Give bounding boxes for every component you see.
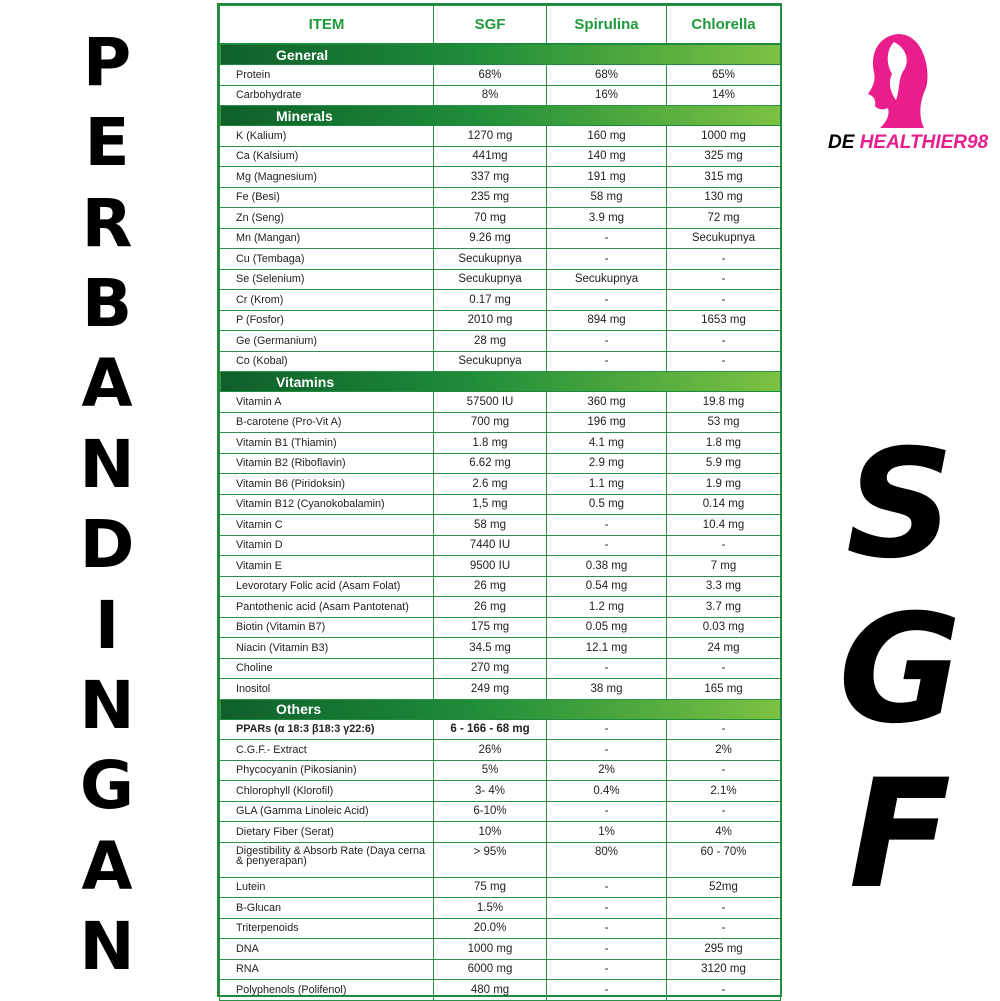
cell-chlorella: 1.8 mg [667, 433, 781, 454]
cell-chlorella: - [667, 658, 781, 679]
title-letter: G [79, 747, 135, 825]
cell-chlorella: 7 mg [667, 556, 781, 577]
cell-chlorella: 1653 mg [667, 310, 781, 331]
cell-item: Mg (Magnesium) [220, 167, 434, 188]
comparison-table [217, 3, 782, 997]
cell-item: P (Fosfor) [220, 310, 434, 331]
table-row [220, 877, 781, 898]
table-row [220, 249, 781, 270]
cell-sgf: 28 mg [434, 331, 547, 352]
cell-chlorella: 1.9 mg [667, 474, 781, 495]
cell-sgf: 6000 mg [434, 959, 547, 980]
sgf-letter: F [848, 748, 952, 922]
cell-spirulina: - [547, 351, 667, 372]
cell-spirulina: 196 mg [547, 412, 667, 433]
cell-spirulina: 4.1 mg [547, 433, 667, 454]
table-row [220, 617, 781, 638]
cell-chlorella: 72 mg [667, 208, 781, 229]
cell-spirulina: 80% [547, 842, 667, 877]
cell-sgf: 6.62 mg [434, 453, 547, 474]
cell-sgf: 1270 mg [434, 126, 547, 147]
cell-chlorella: - [667, 801, 781, 822]
cell-spirulina: - [547, 918, 667, 939]
cell-chlorella: 295 mg [667, 939, 781, 960]
cell-spirulina: 360 mg [547, 392, 667, 413]
cell-chlorella: - [667, 290, 781, 311]
cell-spirulina: 160 mg [547, 126, 667, 147]
table-row [220, 494, 781, 515]
cell-chlorella: 3120 mg [667, 959, 781, 980]
title-letter: D [79, 506, 135, 584]
cell-sgf: 70 mg [434, 208, 547, 229]
cell-spirulina: - [547, 515, 667, 536]
cell-spirulina: 38 mg [547, 679, 667, 700]
table-row [220, 980, 781, 1001]
header-spirulina: Spirulina [547, 6, 667, 45]
table-row [220, 433, 781, 454]
cell-sgf: 9500 IU [434, 556, 547, 577]
cell-sgf: 68% [434, 65, 547, 86]
cell-chlorella: 3.3 mg [667, 576, 781, 597]
table-row [220, 269, 781, 290]
cell-chlorella: - [667, 269, 781, 290]
cell-sgf: 2010 mg [434, 310, 547, 331]
cell-spirulina: 1.1 mg [547, 474, 667, 495]
title-letter: I [94, 586, 120, 664]
table-row [220, 638, 781, 659]
cell-sgf: 337 mg [434, 167, 547, 188]
cell-spirulina: - [547, 249, 667, 270]
cell-item: Mn (Mangan) [220, 228, 434, 249]
brand-logo [820, 30, 989, 170]
section-header-row [220, 372, 781, 392]
cell-sgf: 0.17 mg [434, 290, 547, 311]
cell-item: Dietary Fiber (Serat) [220, 822, 434, 843]
cell-item: Phycocyanin (Pikosianin) [220, 760, 434, 781]
cell-item: C.G.F.- Extract [220, 740, 434, 761]
table-row [220, 535, 781, 556]
cell-sgf: 6-10% [434, 801, 547, 822]
cell-item: Inositol [220, 679, 434, 700]
cell-chlorella: Secukupnya [667, 228, 781, 249]
cell-sgf: 34.5 mg [434, 638, 547, 659]
cell-chlorella: 53 mg [667, 412, 781, 433]
cell-spirulina: 58 mg [547, 187, 667, 208]
cell-spirulina: 894 mg [547, 310, 667, 331]
cell-chlorella: 10.4 mg [667, 515, 781, 536]
cell-chlorella: 165 mg [667, 679, 781, 700]
table-row [220, 760, 781, 781]
cell-sgf: 1.8 mg [434, 433, 547, 454]
table-row [220, 310, 781, 331]
cell-item: Niacin (Vitamin B3) [220, 638, 434, 659]
cell-spirulina: - [547, 290, 667, 311]
title-letter: P [82, 24, 132, 101]
cell-item: Chlorophyll (Klorofil) [220, 781, 434, 802]
cell-chlorella: 325 mg [667, 146, 781, 167]
header-item: ITEM [220, 6, 434, 45]
cell-spirulina: 0.4% [547, 781, 667, 802]
section-title: General [220, 44, 781, 65]
cell-chlorella: - [667, 760, 781, 781]
cell-item: GLA (Gamma Linoleic Acid) [220, 801, 434, 822]
cell-chlorella: 2.1% [667, 781, 781, 802]
vertical-title-perbandingan [62, 24, 152, 985]
header-sgf: SGF [434, 6, 547, 45]
cell-item: Choline [220, 658, 434, 679]
cell-item: Vitamin B2 (Riboflavin) [220, 453, 434, 474]
cell-chlorella: - [667, 918, 781, 939]
table-row [220, 146, 781, 167]
section-header-row [220, 106, 781, 126]
table-row [220, 351, 781, 372]
cell-spirulina: 0.38 mg [547, 556, 667, 577]
cell-spirulina: 16% [547, 85, 667, 106]
table-row [220, 576, 781, 597]
cell-item: Lutein [220, 877, 434, 898]
table-row [220, 740, 781, 761]
cell-item: Vitamin C [220, 515, 434, 536]
cell-item: K (Kalium) [220, 126, 434, 147]
table-header-row [220, 6, 781, 45]
cell-chlorella: - [667, 351, 781, 372]
cell-sgf: 26 mg [434, 576, 547, 597]
cell-sgf: > 95% [434, 842, 547, 877]
table-row [220, 85, 781, 106]
cell-chlorella: 0.03 mg [667, 617, 781, 638]
cell-item: DNA [220, 939, 434, 960]
cell-item: Polyphenols (Polifenol) [220, 980, 434, 1001]
cell-spirulina: - [547, 331, 667, 352]
cell-item: Vitamin B1 (Thiamin) [220, 433, 434, 454]
table-row [220, 597, 781, 618]
cell-chlorella: - [667, 535, 781, 556]
cell-spirulina: - [547, 898, 667, 919]
cell-chlorella: - [667, 249, 781, 270]
cell-item: Cr (Krom) [220, 290, 434, 311]
cell-spirulina: 0.54 mg [547, 576, 667, 597]
cell-item: Ca (Kalsium) [220, 146, 434, 167]
table-row [220, 801, 781, 822]
cell-sgf: 480 mg [434, 980, 547, 1001]
cell-spirulina: - [547, 939, 667, 960]
cell-chlorella: 2% [667, 740, 781, 761]
cell-item: Zn (Seng) [220, 208, 434, 229]
cell-chlorella: - [667, 980, 781, 1001]
cell-chlorella: - [667, 331, 781, 352]
cell-chlorella: 24 mg [667, 638, 781, 659]
cell-spirulina: - [547, 535, 667, 556]
section-title: Minerals [220, 106, 781, 126]
cell-sgf: 1,5 mg [434, 494, 547, 515]
cell-item: Co (Kobal) [220, 351, 434, 372]
table-row [220, 679, 781, 700]
cell-sgf: 57500 IU [434, 392, 547, 413]
table-row [220, 515, 781, 536]
table-row [220, 556, 781, 577]
table-row [220, 412, 781, 433]
cell-sgf: 26 mg [434, 597, 547, 618]
section-header-row [220, 699, 781, 719]
table-row [220, 453, 781, 474]
cell-sgf: 270 mg [434, 658, 547, 679]
cell-item: Vitamin B6 (Piridoksin) [220, 474, 434, 495]
title-letter: A [81, 345, 133, 423]
table-row [220, 719, 781, 740]
cell-item: Carbohydrate [220, 85, 434, 106]
cell-sgf: 20.0% [434, 918, 547, 939]
cell-item: Cu (Tembaga) [220, 249, 434, 270]
sgf-letter: S [845, 418, 955, 592]
cell-spirulina: 1% [547, 822, 667, 843]
table-row [220, 959, 781, 980]
title-letter: N [79, 907, 135, 985]
cell-spirulina: - [547, 877, 667, 898]
cell-spirulina: 2.9 mg [547, 453, 667, 474]
cell-sgf: 700 mg [434, 412, 547, 433]
cell-sgf: 249 mg [434, 679, 547, 700]
section-header-row [220, 44, 781, 65]
table-row [220, 65, 781, 86]
table-row [220, 842, 781, 877]
cell-sgf: 175 mg [434, 617, 547, 638]
title-letter: A [81, 827, 133, 905]
cell-sgf: 6 - 166 - 68 mg [434, 719, 547, 740]
table-row [220, 939, 781, 960]
cell-sgf: 235 mg [434, 187, 547, 208]
cell-chlorella: 19.8 mg [667, 392, 781, 413]
cell-spirulina: 140 mg [547, 146, 667, 167]
cell-item: Protein [220, 65, 434, 86]
table-row [220, 474, 781, 495]
cell-item: Ge (Germanium) [220, 331, 434, 352]
cell-sgf: 58 mg [434, 515, 547, 536]
cell-item: B-carotene (Pro-Vit A) [220, 412, 434, 433]
big-title-sgf [810, 418, 990, 922]
cell-chlorella: - [667, 719, 781, 740]
cell-chlorella: 130 mg [667, 187, 781, 208]
cell-spirulina: 68% [547, 65, 667, 86]
cell-item: Vitamin A [220, 392, 434, 413]
cell-chlorella: 3.7 mg [667, 597, 781, 618]
cell-sgf: Secukupnya [434, 249, 547, 270]
cell-item: Vitamin D [220, 535, 434, 556]
table-row [220, 290, 781, 311]
table-row [220, 392, 781, 413]
cell-chlorella: - [667, 898, 781, 919]
woman-profile-icon [860, 30, 930, 130]
cell-item: Levorotary Folic acid (Asam Folat) [220, 576, 434, 597]
table-row [220, 658, 781, 679]
title-letter: R [81, 184, 133, 262]
cell-sgf: Secukupnya [434, 351, 547, 372]
cell-item: PPARs (α 18:3 β18:3 γ22:6) [220, 719, 434, 740]
cell-spirulina: 191 mg [547, 167, 667, 188]
cell-sgf: 1.5% [434, 898, 547, 919]
cell-sgf: 3- 4% [434, 781, 547, 802]
title-letter: E [84, 104, 130, 182]
cell-item: Biotin (Vitamin B7) [220, 617, 434, 638]
sgf-letter: G [838, 583, 962, 757]
cell-sgf: 5% [434, 760, 547, 781]
cell-spirulina: - [547, 801, 667, 822]
cell-sgf: 441mg [434, 146, 547, 167]
cell-chlorella: 52mg [667, 877, 781, 898]
cell-spirulina: - [547, 228, 667, 249]
brand-name: DE HEALTHIER98 [828, 132, 989, 153]
cell-spirulina: - [547, 719, 667, 740]
cell-sgf: 1000 mg [434, 939, 547, 960]
section-title: Others [220, 699, 781, 719]
cell-chlorella: 65% [667, 65, 781, 86]
cell-item: B-Glucan [220, 898, 434, 919]
cell-sgf: 26% [434, 740, 547, 761]
title-letter: N [79, 425, 135, 503]
title-letter: B [81, 265, 133, 343]
cell-item: Vitamin B12 (Cyanokobalamin) [220, 494, 434, 515]
table-row [220, 918, 781, 939]
table-row [220, 822, 781, 843]
cell-item: RNA [220, 959, 434, 980]
table-row [220, 228, 781, 249]
cell-spirulina: 0.05 mg [547, 617, 667, 638]
table-row [220, 331, 781, 352]
cell-sgf: 8% [434, 85, 547, 106]
cell-spirulina: 12.1 mg [547, 638, 667, 659]
cell-item: Se (Selenium) [220, 269, 434, 290]
cell-spirulina: 3.9 mg [547, 208, 667, 229]
cell-item: Digestibility & Absorb Rate (Daya cerna & penyerapan) [220, 842, 434, 877]
cell-sgf: 10% [434, 822, 547, 843]
cell-item: Pantothenic acid (Asam Pantotenat) [220, 597, 434, 618]
cell-chlorella: 1000 mg [667, 126, 781, 147]
cell-item: Fe (Besi) [220, 187, 434, 208]
cell-chlorella: 60 - 70% [667, 842, 781, 877]
cell-spirulina: - [547, 980, 667, 1001]
cell-spirulina: - [547, 658, 667, 679]
cell-sgf: 7440 IU [434, 535, 547, 556]
cell-spirulina: - [547, 740, 667, 761]
cell-spirulina: 2% [547, 760, 667, 781]
title-letter: N [79, 666, 135, 744]
cell-spirulina: Secukupnya [547, 269, 667, 290]
cell-sgf: 75 mg [434, 877, 547, 898]
table-row [220, 126, 781, 147]
cell-chlorella: 315 mg [667, 167, 781, 188]
table-row [220, 898, 781, 919]
cell-spirulina: - [547, 959, 667, 980]
cell-chlorella: 14% [667, 85, 781, 106]
cell-sgf: 9.26 mg [434, 228, 547, 249]
table-row [220, 208, 781, 229]
cell-item: Vitamin E [220, 556, 434, 577]
section-title: Vitamins [220, 372, 781, 392]
table-row [220, 187, 781, 208]
header-chlorella: Chlorella [667, 6, 781, 45]
cell-item: Triterpenoids [220, 918, 434, 939]
cell-spirulina: 1.2 mg [547, 597, 667, 618]
table-row [220, 781, 781, 802]
cell-chlorella: 5.9 mg [667, 453, 781, 474]
cell-sgf: 2.6 mg [434, 474, 547, 495]
cell-sgf: Secukupnya [434, 269, 547, 290]
cell-spirulina: 0.5 mg [547, 494, 667, 515]
cell-chlorella: 4% [667, 822, 781, 843]
table-row [220, 167, 781, 188]
cell-chlorella: 0.14 mg [667, 494, 781, 515]
